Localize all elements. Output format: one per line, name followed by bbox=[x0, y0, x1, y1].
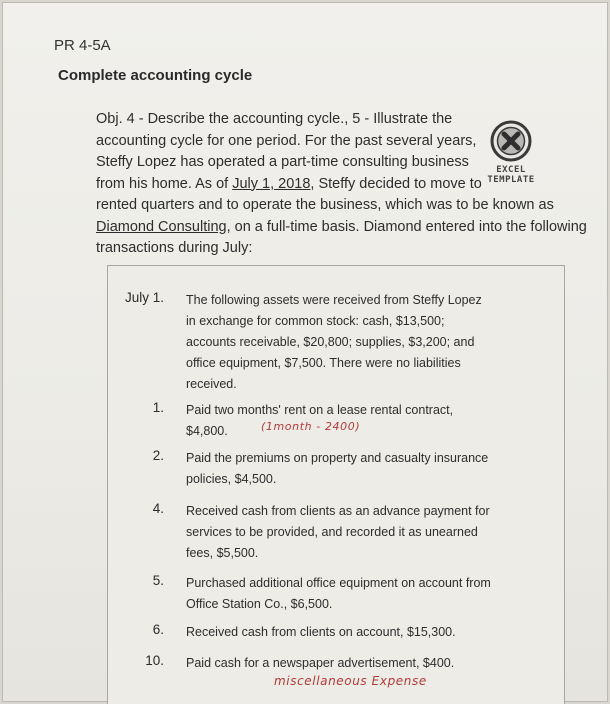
document-page bbox=[2, 2, 608, 702]
problem-id: PR 4-5A bbox=[54, 37, 111, 54]
transaction-description bbox=[186, 290, 556, 395]
transaction-description bbox=[186, 622, 556, 643]
transaction-line: Paid two months' rent on a lease rental contract, bbox=[186, 403, 454, 417]
excel-template-label: EXCEL TEMPLATE bbox=[487, 165, 535, 185]
transaction-date: 4. bbox=[152, 501, 164, 516]
intro-date: July 1, 2018, bbox=[232, 175, 315, 192]
transaction-date: 1. bbox=[152, 400, 164, 415]
transaction-line: in exchange for common stock: cash, $13,500; bbox=[186, 314, 445, 328]
intro-line: Steffy Lopez has operated a part-time consulting business bbox=[96, 154, 469, 170]
intro-text: Steffy decided to move to bbox=[314, 175, 482, 192]
intro-text: from his home. As of bbox=[96, 175, 233, 192]
transaction-description bbox=[186, 501, 556, 564]
transaction-line: Purchased additional office equipment on account from bbox=[186, 576, 491, 590]
transaction-date: 10. bbox=[145, 653, 164, 668]
transaction-description bbox=[186, 400, 556, 442]
intro-line: rented quarters and to operate the business, which was to be known as bbox=[96, 197, 554, 213]
transaction-line: The following assets were received from Steffy Lopez bbox=[186, 293, 482, 307]
transaction-line: received. bbox=[186, 377, 237, 391]
transaction-line: fees, $5,500. bbox=[186, 546, 259, 560]
problem-title: Complete accounting cycle bbox=[58, 67, 253, 84]
transaction-date: 6. bbox=[152, 622, 164, 637]
transactions-table bbox=[107, 265, 565, 704]
transaction-line: Paid cash for a newspaper advertisement, $400. bbox=[186, 656, 455, 670]
transaction-line: Paid the premiums on property and casualty insurance bbox=[186, 451, 489, 465]
transaction-date: 2. bbox=[152, 448, 164, 463]
handwritten-note: (1month - 2400) bbox=[261, 420, 361, 433]
transaction-description bbox=[186, 653, 556, 688]
transaction-date: 5. bbox=[152, 573, 164, 588]
transaction-line: Office Station Co., $6,500. bbox=[186, 597, 333, 611]
excel-x-icon bbox=[490, 120, 532, 162]
transaction-line: office equipment, $7,500. There were no liabilities bbox=[186, 356, 461, 370]
intro-line: Obj. 4 - Describe the accounting cycle., 5 - Illustrate the bbox=[96, 111, 453, 127]
transaction-line: Received cash from clients as an advance payment for bbox=[186, 504, 490, 518]
excel-template-badge[interactable] bbox=[471, 120, 551, 185]
intro-line: transactions during July: bbox=[96, 240, 253, 256]
company-name: Diamond Consulting bbox=[96, 218, 227, 235]
transaction-description bbox=[186, 448, 556, 490]
transaction-line: Received cash from clients on account, $15,300. bbox=[186, 625, 456, 639]
handwritten-note: miscellaneous Expense bbox=[274, 674, 427, 688]
transaction-line: $4,800. bbox=[186, 424, 228, 438]
transaction-description bbox=[186, 573, 556, 615]
intro-line: accounting cycle for one period. For the past several years, bbox=[96, 132, 477, 149]
transaction-line: policies, $4,500. bbox=[186, 472, 277, 486]
transaction-date: July 1. bbox=[124, 290, 164, 305]
intro-line bbox=[96, 217, 587, 239]
transaction-line: accounts receivable, $20,800; supplies, $3,200; and bbox=[186, 335, 475, 349]
intro-text: , on a full-time basis. Diamond entered into the following bbox=[226, 218, 587, 235]
transaction-line: services to be provided, and recorded it as unearned bbox=[186, 525, 478, 539]
